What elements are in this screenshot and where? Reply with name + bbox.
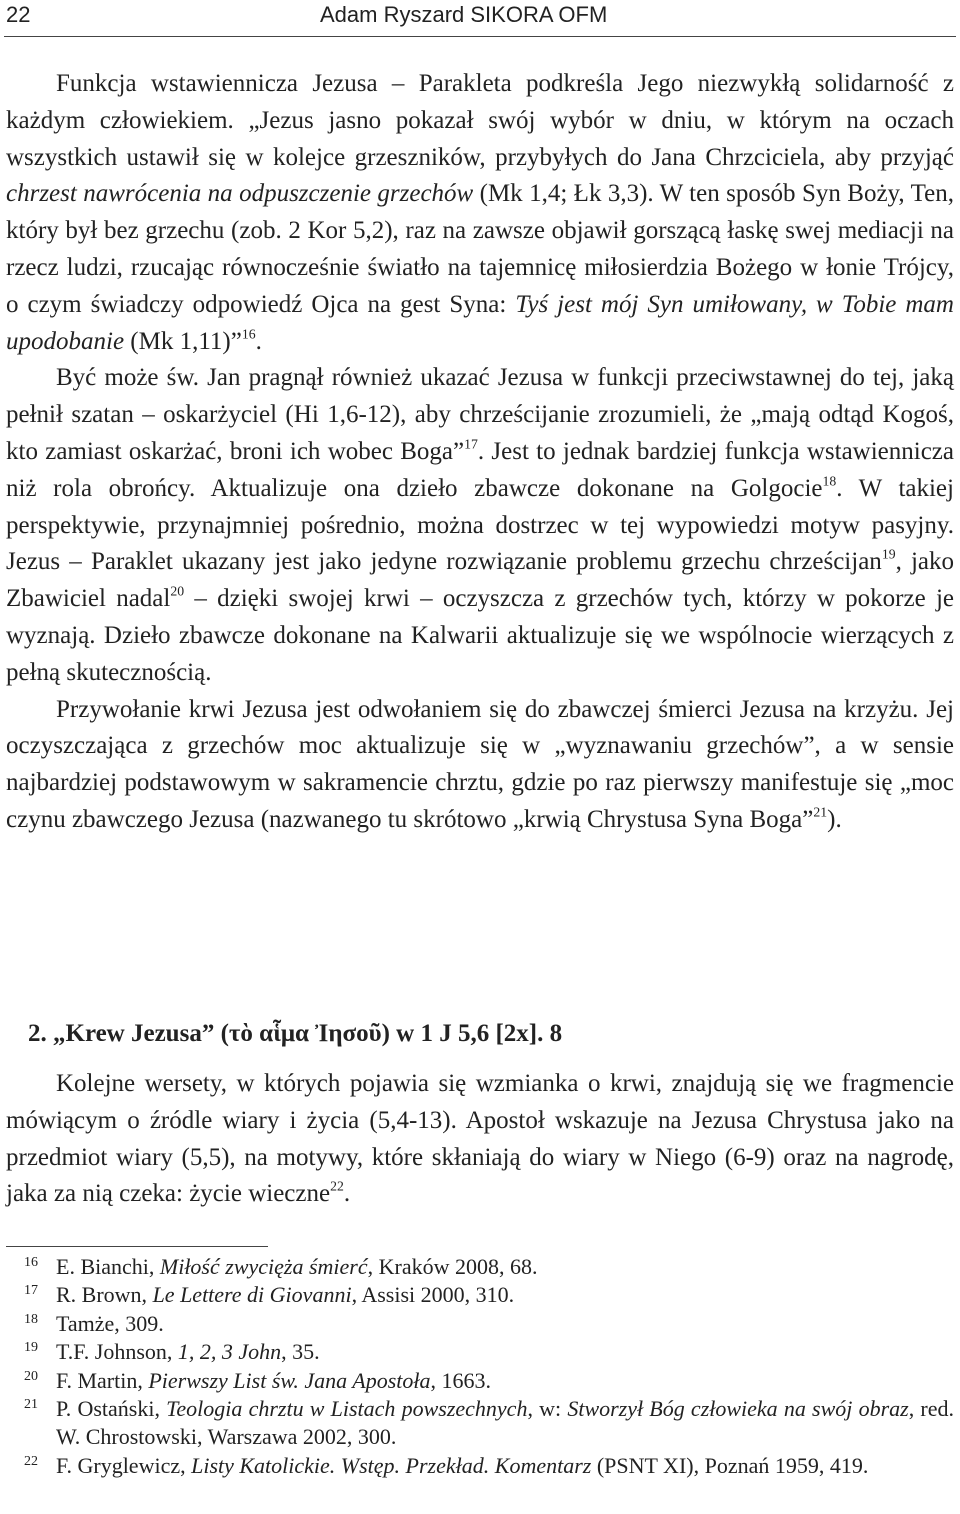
text-run: . Jest to jednak bardziej funkcja wstawiennicza niż rola obrońcy. Aktualizuje ona dzieło zbawcze dokonane na Golgocie	[6, 437, 954, 502]
text-run: , w:	[527, 1396, 568, 1422]
footnote	[24, 1367, 954, 1395]
footnote-ref[interactable]: 22	[330, 1179, 344, 1195]
footnote-number: 20	[24, 1368, 38, 1384]
footnote-ref[interactable]: 17	[464, 436, 478, 452]
text-run: T.F. Johnson,	[56, 1339, 178, 1365]
text-run: Funkcja wstawiennicza Jezusa – Parakleta podkreśla Jego niezwykłą solidarność z każdym człowiekiem. „Jezus jasno pokazał swój wybór w dniu, w którym na oczach wszystkich ustawił się w kolejce grzeszników, przybyłych do Jana Chrzciciela, aby przyjąć	[6, 70, 954, 171]
paragraph-4	[6, 1066, 954, 1213]
footnote	[24, 1310, 954, 1338]
text-run: Być może św. Jan pragnął również ukazać Jezusa w funkcji przeciwstawnej do tej, jaką pełnił szatan – oskarżyciel (Hi 1,6-12), aby chrześcijanie zrozumieli, że „mają odtąd Kogoś, kto zamiast oskarżać, broni ich wobec Boga”	[6, 364, 954, 465]
footnote-ref[interactable]: 18	[822, 473, 837, 489]
footnote	[24, 1395, 954, 1452]
paragraph-2	[6, 360, 954, 691]
header-rule	[4, 36, 956, 37]
main-text	[6, 66, 954, 839]
footnote-number: 17	[24, 1283, 38, 1299]
text-run: .	[255, 327, 262, 355]
text-run: , 35.	[281, 1339, 320, 1365]
footnote-number: 22	[24, 1453, 38, 1469]
text-run: , Assisi 2000, 310.	[351, 1282, 515, 1308]
italic-quote: chrzest nawrócenia na odpuszczenie grzechów	[6, 180, 474, 208]
text-run: (Mk 1,11)”	[124, 327, 242, 355]
footnote-number: 16	[24, 1255, 38, 1270]
footnote-title: Stworzył Bóg człowieka na swój obraz	[567, 1396, 909, 1422]
running-title: Adam Ryszard SIKORA OFM	[320, 2, 608, 27]
text-run: R. Brown,	[56, 1282, 153, 1308]
text-run: , Kraków 2008, 68.	[367, 1254, 538, 1279]
text-run: Tamże, 309.	[56, 1310, 164, 1336]
text-run: , jako Zbawiciel nadal	[6, 548, 954, 613]
footnote	[24, 1281, 954, 1309]
footnote-title: Pierwszy List św. Jana Apostoła	[148, 1367, 431, 1393]
footnote-ref[interactable]: 21	[813, 804, 828, 820]
footnote	[24, 1338, 954, 1366]
paragraph-1	[6, 66, 954, 360]
text-run: Przywołanie krwi Jezusa jest odwołaniem się do zbawczej śmierci Jezusa na krzyżu. Jej oczyszczająca z grzechów moc aktualizuje się w „wyznawaniu grzechów”, a w sensie najbardziej podstawowym w sakramencie chrztu, gdzie po raz pierwszy manifestuje się „moc czynu zbawczego Jezusa (nazwanego tu skrótowo „krwią Chrystusa Syna Boga”	[6, 695, 954, 833]
text-run: . W takiej perspektywie, przynajmniej pośrednio, można dostrzec w tej wypowiedzi motyw pasyjny. Jezus – Paraklet ukazany jest jako jedyne rozwiązanie problemu grzechu chrześcijan	[6, 474, 954, 576]
footnote-number: 19	[24, 1340, 38, 1356]
text-run: (Mk 1,4; Łk 3,3). W ten sposób Syn Boży, Ten, który był bez grzechu (zob. 2 Kor 5,2), raz na zawsze objawił gorszącą łaskę swej mediacji na rzecz ludzi, rzucając równocześnie światło na tajemnicę miłosierdzia Bożego w łonie Trójcy, o czym świadczy odpowiedź Ojca na gest Syna:	[6, 180, 954, 318]
text-run: , red. W. Chrostowski, Warszawa 2002, 300.	[56, 1396, 954, 1450]
footnotes	[24, 1253, 954, 1480]
footnote-title: Teologia chrztu w Listach powszechnych	[166, 1396, 528, 1422]
text-run: Kolejne wersety, w których pojawia się wzmianka o krwi, znajdują się we fragmencie mówiącym o źródle wiary i życia (5,4-13). Apostoł wskazuje na Jezusa Chrystusa jako na przedmiot wiary (5,5), na motywy, które skłaniają do wiary w Niego (6-9) oraz na nagrodę, jaka za nią czeka: życie wieczne	[6, 1070, 954, 1208]
italic-quote: Tyś jest mój Syn umiłowany, w Tobie mam upodobanie	[6, 290, 954, 355]
text-run: , 1663.	[430, 1367, 492, 1393]
text-run: ).	[827, 805, 842, 833]
running-header	[0, 0, 960, 38]
footnote-title: Listy Katolickie. Wstęp. Przekład. Komentarz	[191, 1452, 592, 1478]
text-run: (PSNT XI), Poznań 1959, 419.	[591, 1452, 869, 1478]
text-run: – dzięki swojej krwi – oczyszcza z grzechów tych, którzy w pokorze je wyznają. Dzieło zbawcze dokonane na Kalwarii aktualizuje się we wspólnocie wierzących z pełną skutecznością.	[6, 585, 954, 686]
page-number: 22	[6, 2, 31, 27]
paragraph-3	[6, 692, 954, 839]
footnote-title: 1, 2, 3 John	[177, 1339, 282, 1365]
footnote-ref[interactable]: 20	[170, 583, 185, 599]
footnote-title: Miłość zwycięża śmierć	[159, 1254, 368, 1279]
footnote-number: 18	[24, 1311, 38, 1327]
text-run: P. Ostański,	[56, 1396, 167, 1422]
footnote-rule	[6, 1246, 268, 1247]
footnote	[24, 1253, 954, 1281]
text-run: E. Bianchi,	[56, 1254, 160, 1279]
footnote	[24, 1452, 954, 1480]
text-run: .	[343, 1180, 351, 1208]
footnote-ref[interactable]: 19	[881, 547, 896, 563]
footnote-title: Le Lettere di Giovanni	[152, 1282, 352, 1308]
section-heading: 2. „Krew Jezusa” (τὸ αἷμα Ἰησοῦ) w 1 J 5,6 [2x]. 8	[28, 1020, 563, 1047]
text-run: F. Martin,	[56, 1367, 149, 1393]
footnote-ref[interactable]: 16	[241, 326, 256, 342]
footnote-number: 21	[24, 1397, 38, 1413]
text-run: F. Gryglewicz,	[56, 1452, 192, 1478]
section-2-text	[6, 1066, 954, 1213]
